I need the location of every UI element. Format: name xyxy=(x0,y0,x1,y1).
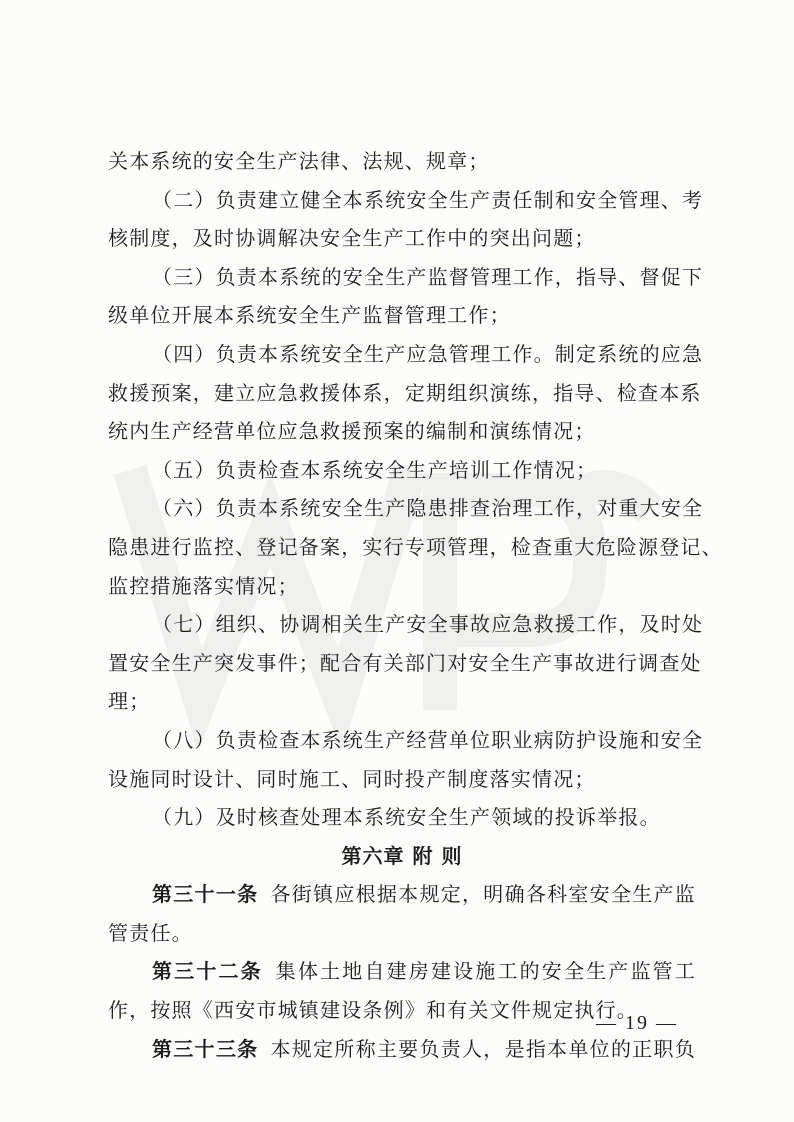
paragraph-line: 隐患进行监控、登记备案，实行专项管理，检查重大危险源登记、 xyxy=(108,534,723,559)
paragraph-line: 统内生产经营单位应急救援预案的编制和演练情况； xyxy=(108,419,596,444)
paragraph-line: 级单位开展本系统安全生产监督管理工作； xyxy=(108,303,511,328)
paragraph-line: 设施同时设计、同时施工、同时投产制度落实情况； xyxy=(108,766,596,791)
paragraph-line: 救援预案，建立应急救援体系，定期组织演练，指导、检查本系 xyxy=(108,380,702,405)
document-body xyxy=(108,142,723,1068)
paragraph-line: （八）负责检查本系统生产经营单位职业病防护设施和安全 xyxy=(152,727,704,752)
paragraph-line: （四）负责本系统安全生产应急管理工作。制定系统的应急 xyxy=(152,341,704,366)
paragraph-line: （六）负责本系统安全生产隐患排查治理工作，对重大安全 xyxy=(152,496,704,521)
paragraph-line: 核制度，及时协调解决安全生产工作中的突出问题； xyxy=(108,226,596,251)
paragraph-line: （三）负责本系统的安全生产监督管理工作，指导、督促下 xyxy=(152,264,704,289)
article-number: 第三十三条 xyxy=(152,1036,259,1061)
paragraph-line: （五）负责检查本系统安全生产培训工作情况； xyxy=(152,457,598,482)
paragraph-line: （七）组织、协调相关生产安全事故应急救援工作，及时处 xyxy=(152,612,704,637)
article-text: 本规定所称主要负责人，是指本单位的正职负 xyxy=(270,1036,697,1061)
article-32-line xyxy=(108,952,696,991)
paragraph-line: 关本系统的安全生产法律、法规、规章； xyxy=(108,149,490,173)
article-text: 集体土地自建房建设施工的安全生产监管工 xyxy=(274,959,697,984)
paragraph-line: 监控措施落实情况； xyxy=(108,573,299,598)
article-31-line xyxy=(108,875,696,914)
paragraph-line: （二）负责建立健全本系统安全生产责任制和安全管理、考 xyxy=(152,187,704,212)
chapter-title: 第六章 附 则 xyxy=(341,843,463,868)
article-33-line xyxy=(108,1030,696,1069)
paragraph-line: 管责任。 xyxy=(108,920,193,945)
paragraph-line: 作，按照《西安市城镇建设条例》和有关文件规定执行。 xyxy=(108,998,638,1023)
paragraph-line: 置安全生产突发事件；配合有关部门对安全生产事故进行调查处 xyxy=(108,650,702,675)
article-number: 第三十二条 xyxy=(152,959,263,984)
paragraph-line: 理； xyxy=(108,689,151,714)
paragraph-line: （九）及时核查处理本系统安全生产领域的投诉举报。 xyxy=(152,805,661,830)
article-text: 各街镇应根据本规定，明确各科室安全生产监 xyxy=(270,882,697,907)
article-number: 第三十一条 xyxy=(152,882,259,907)
page-number: — 19 — xyxy=(596,1012,678,1034)
